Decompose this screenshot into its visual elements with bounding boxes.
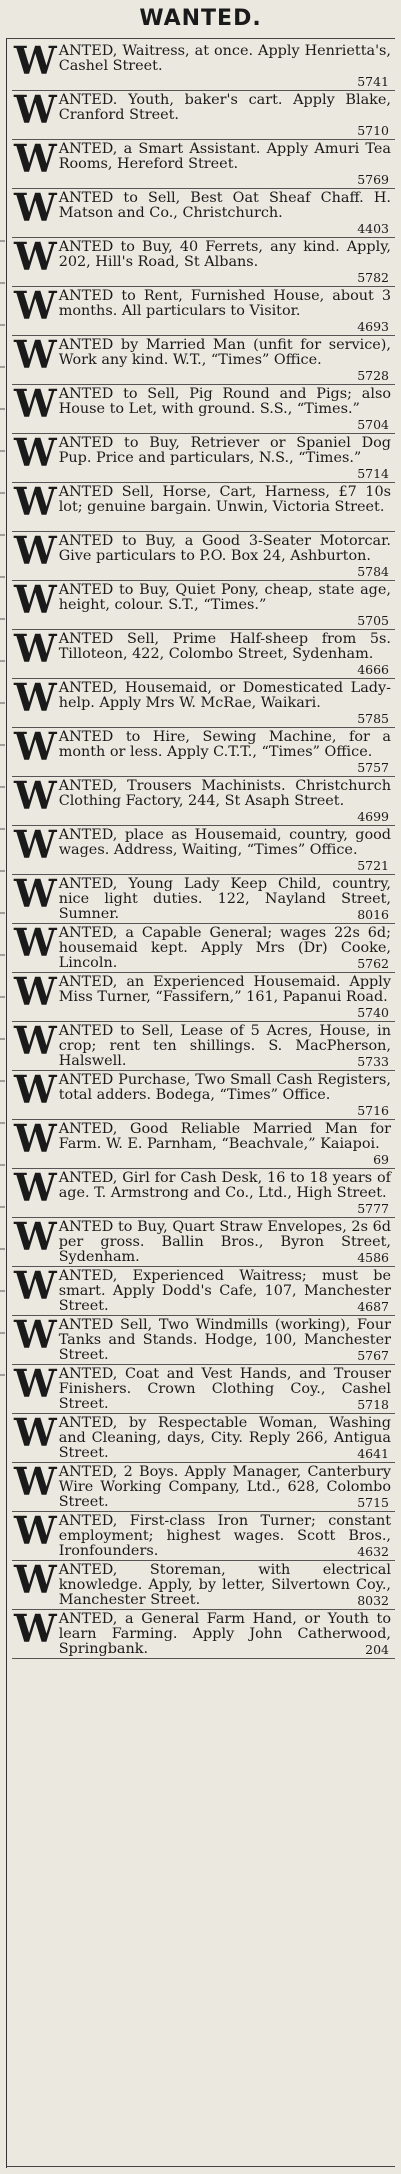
classified-column	[12, 42, 395, 1659]
classified-ad	[12, 336, 395, 385]
classified-ad	[12, 630, 395, 679]
ad-reference-number: 5718	[354, 1398, 389, 1411]
drop-cap: W	[14, 42, 57, 83]
margin-marks	[0, 200, 5, 1400]
drop-cap: W	[14, 1022, 57, 1063]
ad-text: ANTED, Girl for Cash Desk, 16 to 18 years of age. T. Armstrong and Co., Ltd., High Street.	[58, 1170, 391, 1202]
section-title: WANTED.	[139, 6, 262, 31]
drop-cap: W	[14, 91, 57, 132]
ad-text: ANTED, an Experienced Housemaid. Apply Miss Turner, “Fassifern,” 161, Papanui Road.	[58, 974, 391, 1006]
classified-ad	[12, 875, 395, 924]
ad-text: ANTED, First-class Iron Turner; constant employment; highest wages. Scott Bros., Ironfounders.	[58, 1513, 391, 1560]
ad-text: ANTED, a Smart Assistant. Apply Amuri Tea Rooms, Hereford Street.	[58, 141, 391, 173]
classified-ad	[12, 532, 395, 581]
ad-text: ANTED Sell, Horse, Cart, Harness, £7 10s lot; genuine bargain. Unwin, Victoria Street.	[58, 484, 391, 516]
drop-cap: W	[14, 875, 57, 916]
ad-text: ANTED by Married Man (unfit for service), Work any kind. W.T., “Times” Office.	[58, 337, 391, 369]
ad-text: ANTED, a General Farm Hand, or Youth to learn Farming. Apply John Catherwood, Springbank.	[58, 1611, 391, 1658]
drop-cap: W	[14, 777, 57, 818]
drop-cap: W	[14, 728, 57, 769]
ad-reference-number: 5714	[354, 467, 389, 480]
ad-reference-number: 4641	[354, 1447, 389, 1460]
drop-cap: W	[14, 287, 57, 328]
classified-ad	[12, 1218, 395, 1267]
classified-ad	[12, 483, 395, 532]
classified-ad	[12, 777, 395, 826]
ad-text: ANTED, Coat and Vest Hands, and Trouser Finishers. Crown Clothing Coy., Cashel Street.	[58, 1366, 391, 1413]
classified-ad	[12, 728, 395, 777]
drop-cap: W	[14, 189, 57, 230]
ad-reference-number: 5785	[354, 712, 389, 725]
ad-text: ANTED, Young Lady Keep Child, country, nice light duties. 122, Nayland Street, Sumner.	[58, 876, 391, 923]
ad-reference-number: 5782	[354, 271, 389, 284]
classified-ad	[12, 1463, 395, 1512]
ad-reference-number: 4632	[354, 1545, 389, 1558]
drop-cap: W	[14, 434, 57, 475]
ad-reference-number: 5767	[354, 1349, 389, 1362]
drop-cap: W	[14, 826, 57, 867]
drop-cap: W	[14, 140, 57, 181]
drop-cap: W	[14, 483, 57, 524]
ad-text: ANTED Sell, Two Windmills (working), Four Tanks and Stands. Hodge, 100, Manchester Street.	[58, 1317, 391, 1364]
ad-text: ANTED to Hire, Sewing Machine, for a month or less. Apply C.T.T., “Times” Office.	[58, 729, 391, 761]
ad-text: ANTED to Sell, Best Oat Sheaf Chaff. H. Matson and Co., Christchurch.	[58, 190, 391, 222]
ad-text: ANTED to Rent, Furnished House, about 3 months. All particulars to Visitor.	[58, 288, 391, 320]
ad-reference-number: 5784	[354, 565, 389, 578]
classified-ad	[12, 1414, 395, 1463]
drop-cap: W	[14, 1218, 57, 1259]
drop-cap: W	[14, 581, 57, 622]
ad-text: ANTED to Buy, Quiet Pony, cheap, state age, height, colour. S.T., “Times.”	[58, 582, 391, 614]
drop-cap: W	[14, 1610, 57, 1651]
ad-text: ANTED, Experienced Waitress; must be smart. Apply Dodd's Cafe, 107, Manchester Street.	[58, 1268, 391, 1315]
bottom-rule	[6, 2166, 395, 2167]
ad-text: ANTED to Buy, a Good 3-Seater Motorcar. Give particulars to P.O. Box 24, Ashburton.	[58, 533, 391, 565]
drop-cap: W	[14, 924, 57, 965]
ad-reference-number: 204	[362, 1643, 389, 1656]
ad-reference-number: 5762	[354, 957, 389, 970]
ad-reference-number: 5705	[354, 614, 389, 627]
classified-ad	[12, 826, 395, 875]
drop-cap: W	[14, 1071, 57, 1112]
classified-ad	[12, 238, 395, 287]
ad-reference-number: 5704	[354, 418, 389, 431]
ad-text: ANTED. Youth, baker's cart. Apply Blake, Cranford Street.	[58, 92, 391, 124]
ad-text: ANTED, Trousers Machinists. Christchurch Clothing Factory, 244, St Asaph Street.	[58, 778, 391, 810]
classified-ad	[12, 1512, 395, 1561]
classified-ad	[12, 1267, 395, 1316]
classified-ad	[12, 1365, 395, 1414]
drop-cap: W	[14, 532, 57, 573]
drop-cap: W	[14, 1120, 57, 1161]
classified-ad	[12, 1610, 395, 1659]
ad-text: ANTED to Buy, Quart Straw Envelopes, 2s 6d per gross. Ballin Bros., Byron Street, Sydenham.	[58, 1219, 391, 1266]
ad-text: ANTED, place as Housemaid, country, good wages. Address, Waiting, “Times” Office.	[58, 827, 391, 859]
ad-text: ANTED, a Capable General; wages 22s 6d; housemaid kept. Apply Mrs (Dr) Cooke, Lincoln.	[58, 925, 391, 972]
drop-cap: W	[14, 238, 57, 279]
ad-text: ANTED, Housemaid, or Domesticated Lady-help. Apply Mrs W. McRae, Waikari.	[58, 680, 391, 712]
classified-ad	[12, 140, 395, 189]
ad-reference-number: 5769	[354, 173, 389, 186]
ad-text: ANTED to Buy, Retriever or Spaniel Dog Pup. Price and particulars, N.S., “Times.”	[58, 435, 391, 467]
classified-ad	[12, 1022, 395, 1071]
ad-text: ANTED, Storeman, with electrical knowledge. Apply, by letter, Silvertown Coy., Manchester Street.	[58, 1562, 391, 1609]
drop-cap: W	[14, 1365, 57, 1406]
classified-ad	[12, 924, 395, 973]
ad-reference-number: 4687	[354, 1300, 389, 1313]
ad-reference-number: 5721	[354, 859, 389, 872]
title-rule	[6, 38, 395, 39]
drop-cap: W	[14, 1267, 57, 1308]
ad-reference-number: 4586	[354, 1251, 389, 1264]
ad-reference-number: 5715	[354, 1496, 389, 1509]
ad-text: ANTED, Good Reliable Married Man for Farm. W. E. Parnham, “Beachvale,” Kaiapoi.	[58, 1121, 391, 1153]
classified-ad	[12, 679, 395, 728]
ad-reference-number: 69	[370, 1153, 389, 1166]
ad-reference-number: 5777	[354, 1202, 389, 1215]
ad-reference-number: 5740	[354, 1006, 389, 1019]
drop-cap: W	[14, 1316, 57, 1357]
ad-reference-number: 5733	[354, 1055, 389, 1068]
drop-cap: W	[14, 973, 57, 1014]
classified-ad	[12, 581, 395, 630]
classified-ad	[12, 1071, 395, 1120]
classified-ad	[12, 42, 395, 91]
ad-text: ANTED to Sell, Pig Round and Pigs; also House to Let, with ground. S.S., “Times.”	[58, 386, 391, 418]
ad-text: ANTED, Waitress, at once. Apply Henrietta's, Cashel Street.	[58, 43, 391, 75]
ad-text: ANTED, by Respectable Woman, Washing and Cleaning, days, City. Reply 266, Antigua Street.	[58, 1415, 391, 1462]
classified-ad	[12, 434, 395, 483]
drop-cap: W	[14, 1414, 57, 1455]
ad-reference-number: 4693	[354, 320, 389, 333]
ad-text: ANTED Sell, Prime Half-sheep from 5s. Tilloteon, 422, Colombo Street, Sydenham.	[58, 631, 391, 663]
classified-ad	[12, 385, 395, 434]
drop-cap: W	[14, 630, 57, 671]
ad-text: ANTED Purchase, Two Small Cash Registers, total adders. Bodega, “Times” Office.	[58, 1072, 391, 1104]
ad-reference-number: 8032	[354, 1594, 389, 1607]
ad-reference-number: 5710	[354, 124, 389, 137]
classified-ad	[12, 1169, 395, 1218]
drop-cap: W	[14, 1512, 57, 1553]
ad-reference-number: 4666	[354, 663, 389, 676]
ad-reference-number: 5716	[354, 1104, 389, 1117]
drop-cap: W	[14, 1463, 57, 1504]
classified-ad	[12, 1120, 395, 1169]
classified-ad	[12, 287, 395, 336]
classified-ad	[12, 1561, 395, 1610]
column-rule	[6, 38, 7, 2168]
drop-cap: W	[14, 1561, 57, 1602]
ad-reference-number: 4403	[354, 222, 389, 235]
classified-ad	[12, 91, 395, 140]
classified-ad	[12, 973, 395, 1022]
drop-cap: W	[14, 336, 57, 377]
ad-text: ANTED, 2 Boys. Apply Manager, Canterbury Wire Working Company, Ltd., 628, Colombo Street.	[58, 1464, 391, 1511]
ad-text: ANTED to Buy, 40 Ferrets, any kind. Apply, 202, Hill's Road, St Albans.	[58, 239, 391, 271]
ad-reference-number: 5757	[354, 761, 389, 774]
ad-reference-number: 4699	[354, 810, 389, 823]
drop-cap: W	[14, 385, 57, 426]
ad-reference-number: 5728	[354, 369, 389, 382]
ad-reference-number: 5741	[354, 75, 389, 88]
classified-ad	[12, 1316, 395, 1365]
classified-ad	[12, 189, 395, 238]
ad-reference-number: 8016	[354, 908, 389, 921]
drop-cap: W	[14, 1169, 57, 1210]
drop-cap: W	[14, 679, 57, 720]
ad-text: ANTED to Sell, Lease of 5 Acres, House, in crop; rent ten shillings. S. MacPherson, Halswell.	[58, 1023, 391, 1070]
